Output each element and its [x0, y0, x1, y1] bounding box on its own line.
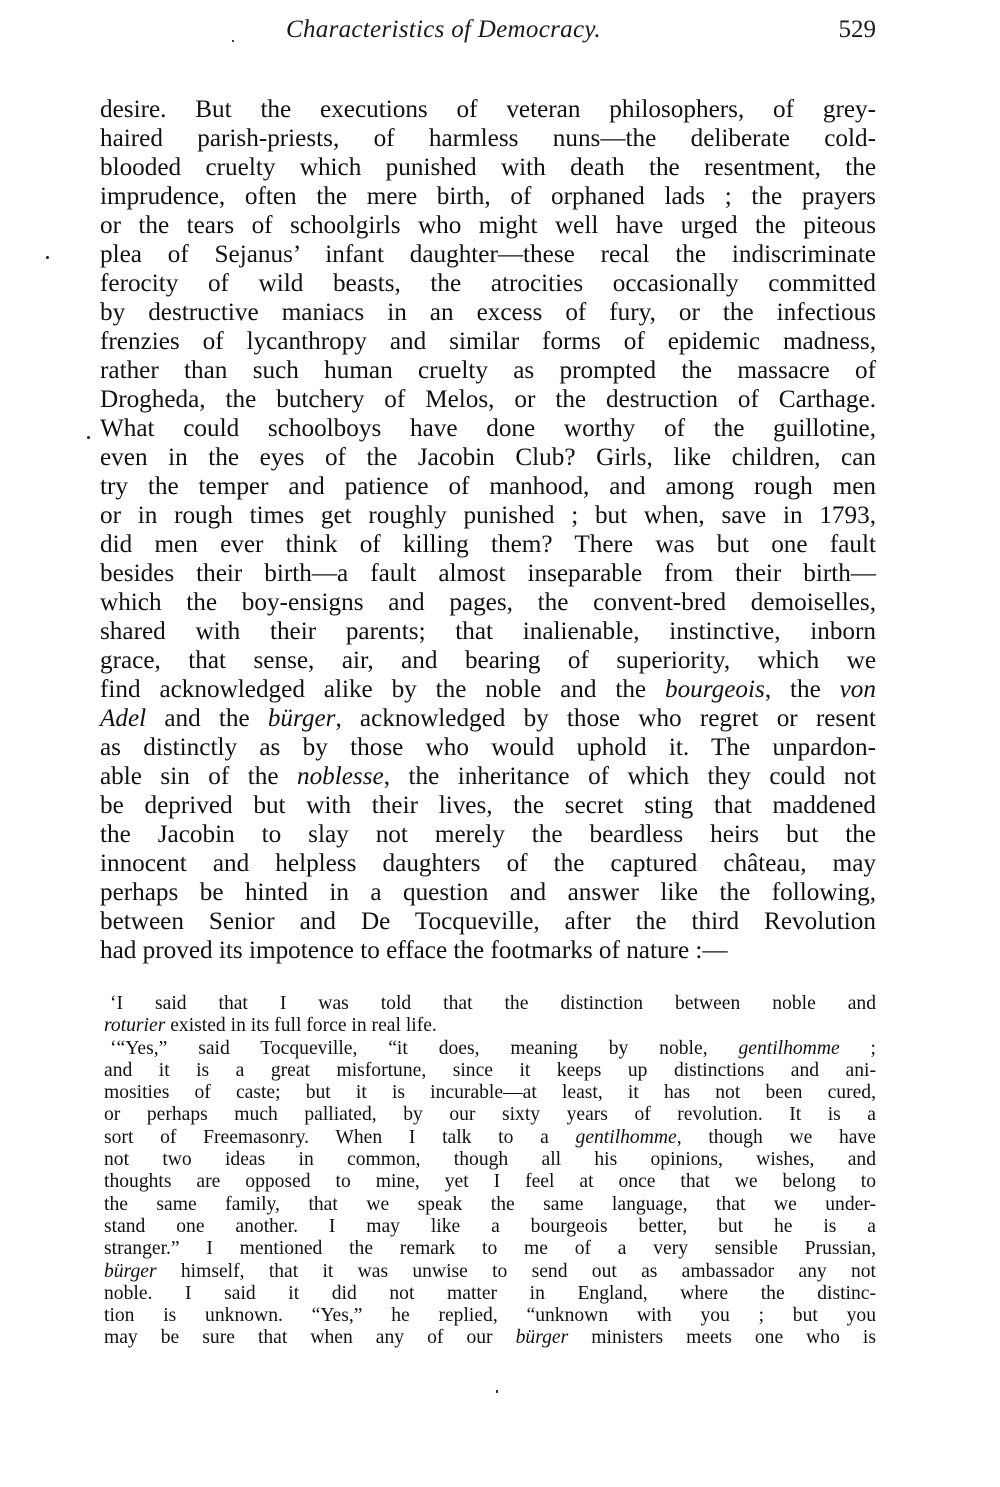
- text-line: or in rough times get roughly punished ; but when, save in 1793,: [100, 502, 876, 529]
- margin-dot: [87, 436, 90, 439]
- text-line: shared with their parents; that inalienable, instinctive, inborn: [100, 618, 876, 645]
- text-line: as distinctly as by those who would uphold it. The unpardon-: [100, 734, 876, 761]
- italic-term: gentilhomme: [738, 1037, 840, 1059]
- italic-term: noblesse: [296, 763, 384, 790]
- print-speck: [496, 1390, 498, 1393]
- italic-term: gentilhomme: [575, 1126, 677, 1148]
- margin-dot: [46, 256, 49, 259]
- quote-line-mixed: [104, 1327, 876, 1349]
- text-run: ;: [839, 1037, 876, 1059]
- text-line: imprudence, often the mere birth, of orphaned lads ; the prayers: [100, 183, 876, 210]
- text-run: find acknowledged alike by the noble and the: [100, 676, 665, 703]
- text-line: between Senior and De Tocqueville, after the third Revolution: [100, 908, 876, 935]
- quote-line: and it is a great misfortune, since it keeps up distinctions and ani-: [104, 1059, 876, 1081]
- text-line: perhaps be hinted in a question and answer like the following,: [100, 879, 876, 906]
- text-line: Drogheda, the butchery of Melos, or the destruction of Carthage.: [100, 386, 876, 413]
- text-line: blooded cruelty which punished with death the resentment, the: [100, 154, 876, 181]
- text-line: besides their birth—a fault almost inseparable from their birth—: [100, 560, 876, 587]
- text-line: innocent and helpless daughters of the captured château, may: [100, 850, 876, 877]
- quote-line: mosities of caste; but it is incurable—at least, it has not been cured,: [104, 1082, 876, 1104]
- quote-line: stand one another. I may like a bourgeois better, but he is a: [104, 1215, 876, 1237]
- main-body-text: [100, 95, 876, 965]
- text-line: plea of Sejanus’ infant daughter—these recal the indiscriminate: [100, 241, 876, 268]
- text-run: existed in its full force in real life.: [165, 1015, 437, 1037]
- text-line: ferocity of wild beasts, the atrocities occasionally committed: [100, 270, 876, 297]
- text-run: ministers meets one who is: [568, 1327, 876, 1349]
- text-run: ‘“Yes,” said Tocqueville, “it does, meaning by noble,: [110, 1037, 739, 1059]
- text-line-mixed: [100, 762, 876, 791]
- text-line: frenzies of lycanthropy and similar forms of epidemic madness,: [100, 328, 876, 355]
- text-line: be deprived but with their lives, the secret sting that maddened: [100, 792, 876, 819]
- text-line: try the temper and patience of manhood, and among rough men: [100, 473, 876, 500]
- text-line: which the boy-ensigns and pages, the convent-bred demoiselles,: [100, 589, 876, 616]
- text-line: desire. But the executions of veteran philosophers, of grey-: [100, 96, 876, 123]
- quote-line: the same family, that we speak the same language, that we under-: [104, 1193, 876, 1215]
- text-line-mixed: [100, 704, 876, 733]
- text-line: haired parish-priests, of harmless nuns—the deliberate cold-: [100, 125, 876, 152]
- text-line: had proved its impotence to efface the footmarks of nature :—: [100, 937, 728, 964]
- text-line: rather than such human cruelty as prompted the massacre of: [100, 357, 876, 384]
- quote-line: stranger.” I mentioned the remark to me of a very sensible Prussian,: [104, 1238, 876, 1260]
- italic-term: bürger: [104, 1260, 157, 1282]
- text-run: , though we have: [676, 1126, 876, 1148]
- italic-term: bürger: [515, 1327, 569, 1349]
- text-line: even in the eyes of the Jacobin Club? Girls, like children, can: [100, 444, 876, 471]
- italic-term: bourgeois: [664, 676, 765, 703]
- quote-line: ‘I said that I was told that the distinction between noble and: [110, 993, 876, 1014]
- italic-term: bürger: [267, 705, 336, 732]
- running-title: Characteristics of Democracy.: [286, 16, 601, 43]
- italic-term: Adel: [100, 705, 147, 732]
- page-number: 529: [838, 16, 876, 43]
- text-run: himself, that it was unwise to send out as ambassador any not: [156, 1260, 876, 1282]
- text-line: grace, that sense, air, and bearing of superiority, which we: [100, 647, 876, 674]
- quote-line-mixed: [104, 1015, 876, 1037]
- running-head: [100, 12, 876, 48]
- italic-term: von: [839, 676, 876, 703]
- quote-line: or perhaps much palliated, by our sixty years of revolution. It is a: [104, 1104, 876, 1126]
- quoted-extract: [104, 993, 876, 1350]
- text-line: the Jacobin to slay not merely the beardless heirs but the: [100, 821, 876, 848]
- text-run: , the inheritance of which they could not: [383, 763, 876, 790]
- text-line-mixed: [100, 675, 876, 704]
- text-run: , acknowledged by those who regret or resent: [335, 705, 877, 732]
- text-run: able sin of the: [100, 763, 297, 790]
- italic-term: roturier: [104, 1015, 166, 1037]
- text-line: did men ever think of killing them? There was but one fault: [100, 531, 876, 558]
- quote-line: noble. I said it did not matter in England, where the distinc-: [104, 1282, 876, 1304]
- text-run: sort of Freemasonry. When I talk to a: [104, 1126, 576, 1148]
- quote-line: tion is unknown. “Yes,” he replied, “unknown with you ; but you: [104, 1305, 876, 1327]
- text-line: or the tears of schoolgirls who might well have urged the piteous: [100, 212, 876, 239]
- text-run: may be sure that when any of our: [104, 1327, 516, 1349]
- quote-line: not two ideas in common, though all his opinions, wishes, and: [104, 1149, 876, 1171]
- quote-line: thoughts are opposed to mine, yet I feel at once that we belong to: [104, 1171, 876, 1193]
- text-line: by destructive maniacs in an excess of fury, or the infectious: [100, 299, 876, 326]
- text-run: , the: [764, 676, 840, 703]
- quote-line-mixed: [104, 1261, 876, 1283]
- quote-line-mixed: [104, 1038, 876, 1060]
- text-run: and the: [146, 705, 268, 732]
- quote-line-mixed: [104, 1127, 876, 1149]
- text-line: What could schoolboys have done worthy of the guillotine,: [100, 415, 876, 442]
